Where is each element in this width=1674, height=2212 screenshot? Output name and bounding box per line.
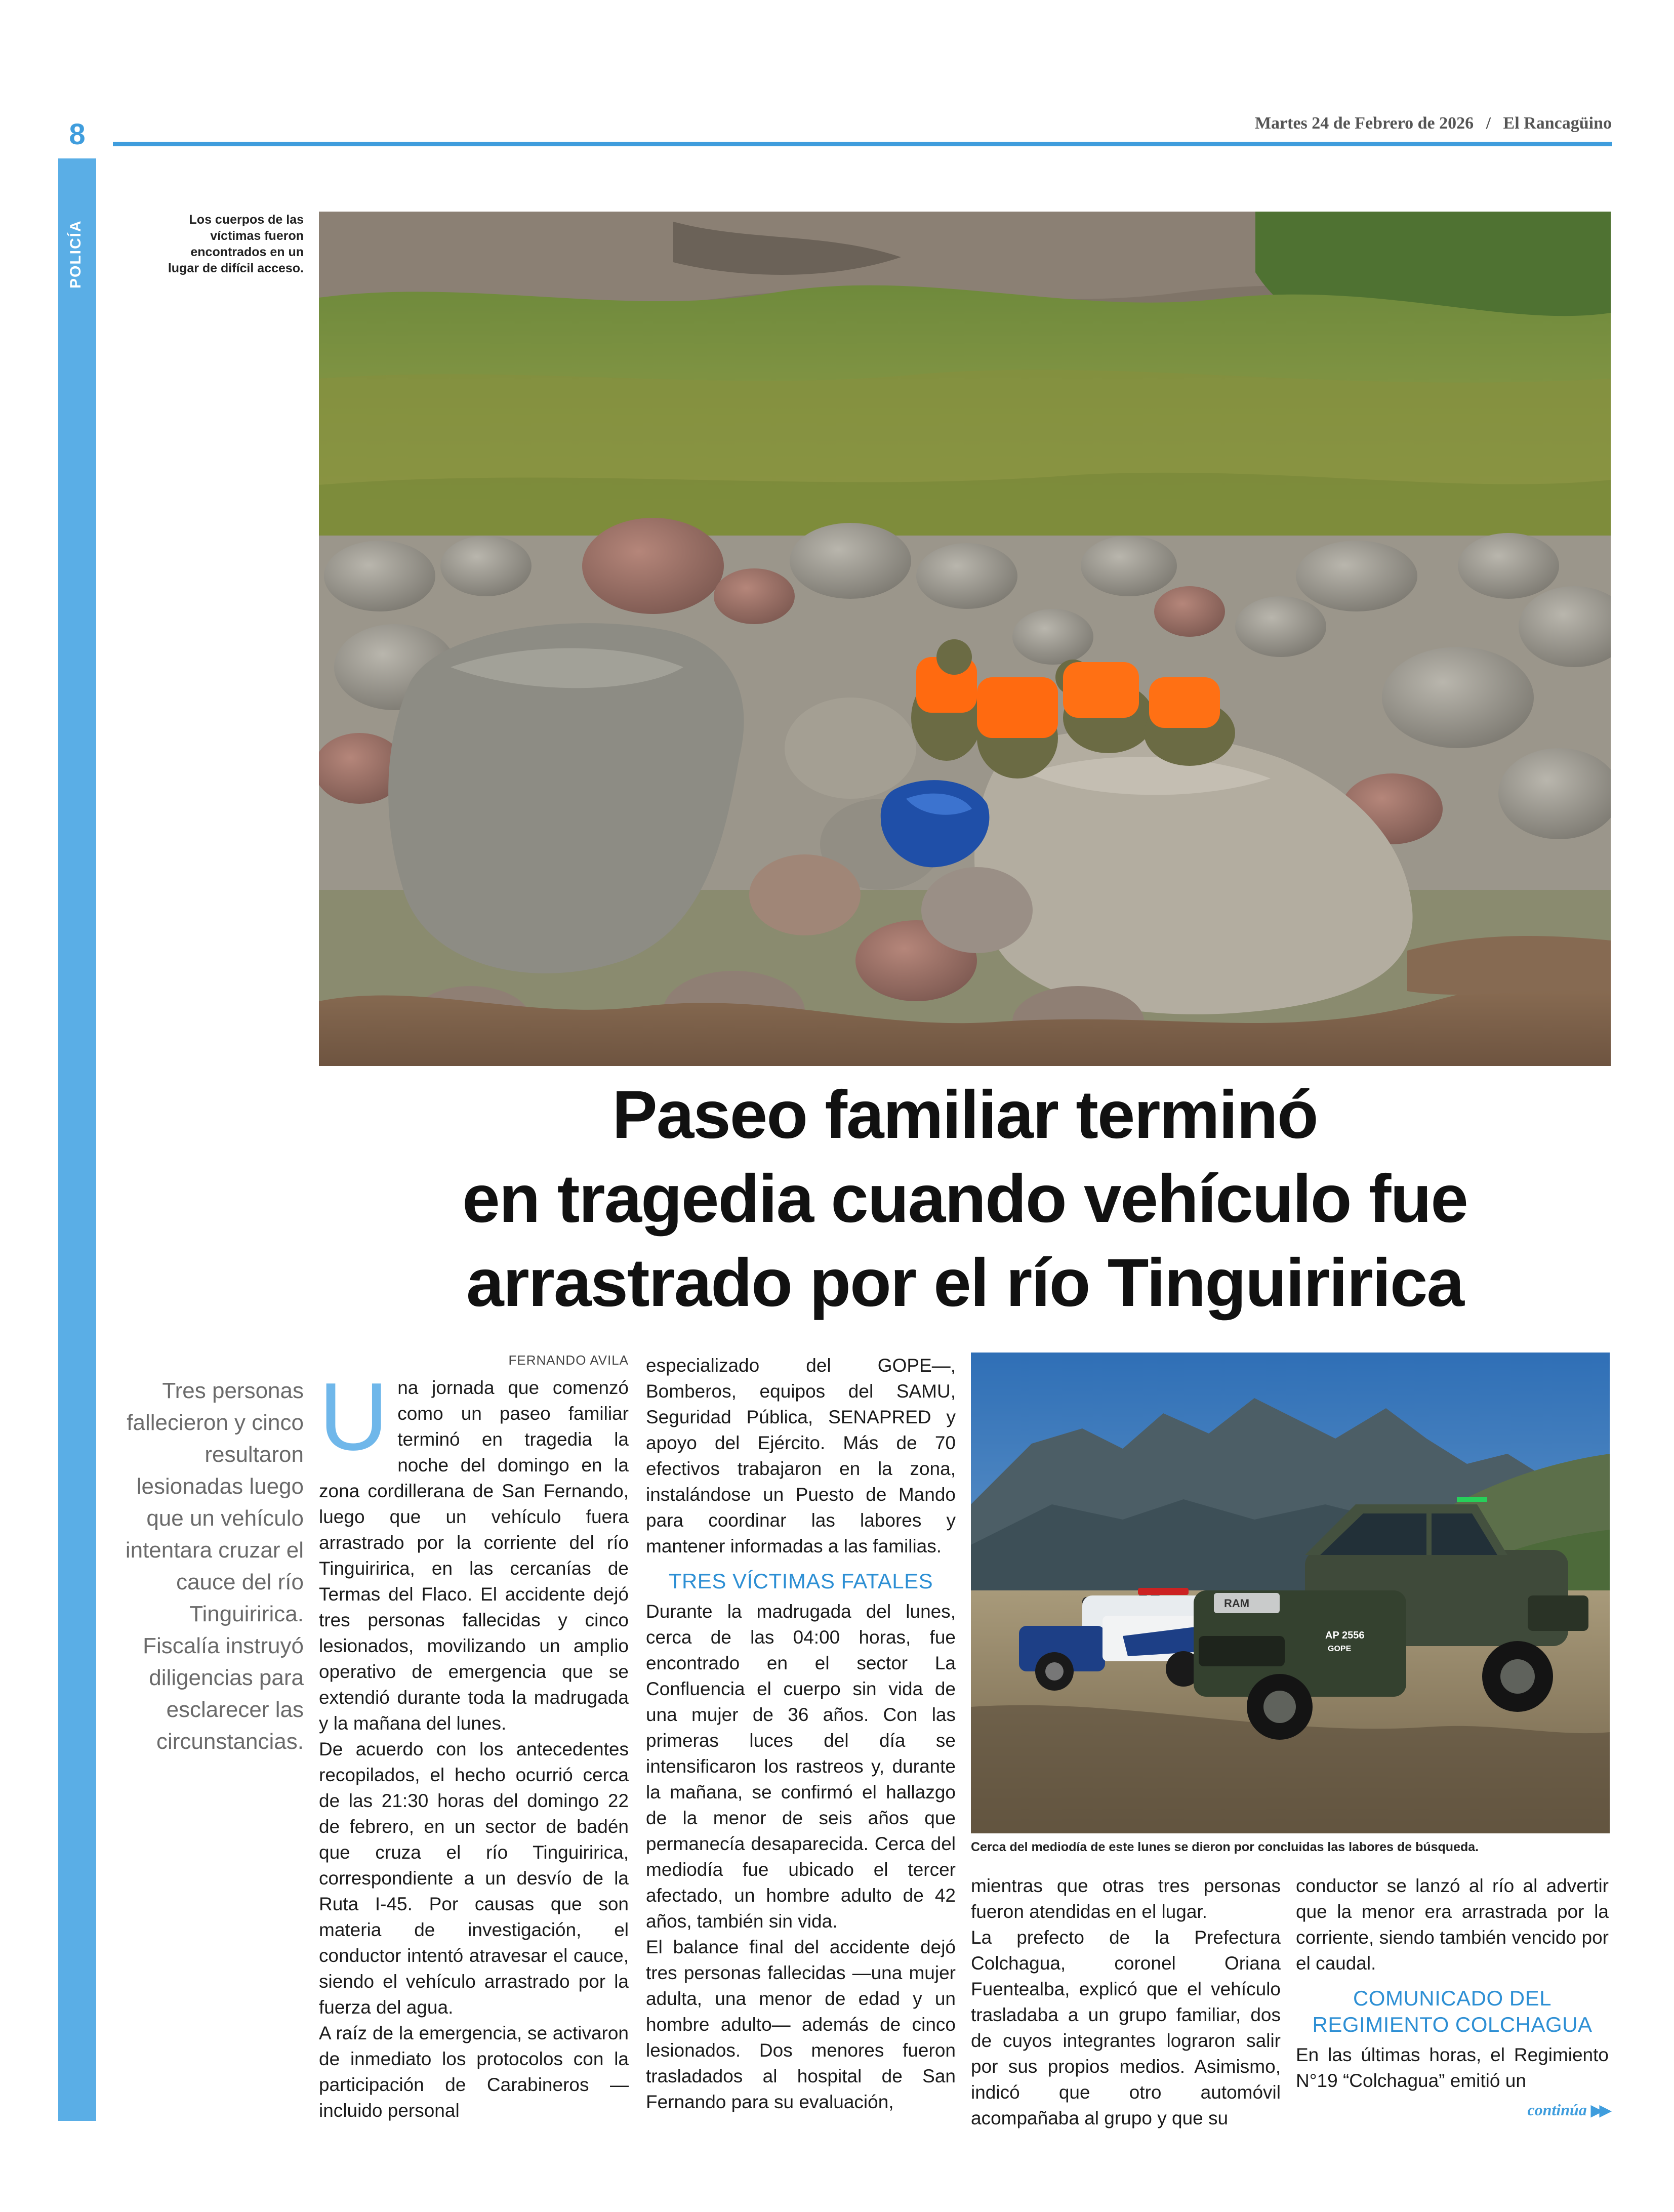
headline-line-2: en tragedia cuando vehículo fue (462, 1161, 1467, 1237)
article-column-2 (646, 1353, 956, 2115)
header-rule (113, 142, 1612, 146)
article-paragraph: Durante la madrugada del lunes, cerca de las 04:00 horas, fue encontrado en el sector La Confluencia el cuerpo sin vida de una mujer de 36 años. Con las primeras luces del día se intensificaron los rastreos y, durante la mañana, se confirmó el hallazgo de la menor de seis años que permanecía desaparecida. Cerca del mediodía fue ubicado el tercer afectado, un hombre adulto de 42 años, también sin vida. (646, 1601, 956, 1932)
headline (319, 1073, 1611, 1325)
rescue-scene-illustration (319, 212, 1611, 1066)
byline: FERNANDO AVILA (508, 1353, 629, 1368)
continues-link[interactable] (1527, 2101, 1608, 2119)
article-paragraph: En las últimas horas, el Regimiento N°19 “Colchagua” emitió un (1296, 2044, 1609, 2091)
lede: Tres personas fallecieron y cinco resultaron lesionadas luego que un vehículo intentara cruzar el cauce del río Tinguiririca. Fiscalía instruyó diligencias para esclarecer las circunstancias. (125, 1378, 304, 1754)
headline-line-3: arrastrado por el río Tinguiririca (466, 1245, 1463, 1321)
continues-text: continúa (1527, 2101, 1587, 2119)
subhead-comunicado: COMUNICADO DEL REGIMIENTO COLCHAGUA (1312, 1986, 1593, 2036)
article-paragraph: conductor se lanzó al río al advertir que la menor era arrastrada por la corriente, siendo también vencido por el caudal. (1296, 1875, 1609, 1974)
page-header (1255, 114, 1612, 133)
article-paragraph: mientras que otras tres personas fueron atendidas en el lugar. (971, 1875, 1281, 1922)
plate-label: AP 2556 (1325, 1630, 1365, 1641)
dropcap: U (319, 1363, 389, 1470)
second-photo (971, 1353, 1610, 1833)
paragraph-text: na jornada que comenzó como un paseo familiar terminó en tragedia la noche del domingo en la zona cordillerana de San Fernando, luego que un vehículo fuera arrastrado por la corriente del río Tinguiririca, en las cercanías de Termas del Flaco. El accidente dejó tres personas fallecidas y cinco lesionados, movilizando un amplio operativo de emergencia que se extendió durante toda la madrugada y la mañana del lunes. (319, 1377, 629, 1734)
police-vehicles-illustration (971, 1353, 1610, 1833)
article-column-3 (971, 1873, 1281, 2131)
issue-date: Martes 24 de Febrero de 2026 (1254, 114, 1474, 133)
page-number: 8 (69, 118, 86, 151)
article-column-1 (319, 1363, 629, 2123)
section-strip (58, 116, 96, 2121)
second-photo-caption: Cerca del mediodía de este lunes se dieron por concluidas las labores de búsqueda. (971, 1840, 1479, 1854)
main-photo-caption: Los cuerpos de las víctimas fueron encontrados en un lugar de difícil acceso. (168, 213, 304, 275)
brand-label: RAM (1224, 1597, 1250, 1610)
headline-line-1: Paseo familiar terminó (612, 1077, 1318, 1153)
unit-label: GOPE (1328, 1645, 1352, 1653)
double-arrow-right-icon: ▶▶ (1590, 2102, 1608, 2119)
article-paragraph: A raíz de la emergencia, se activaron de inmediato los protocolos con la participación de Carabineros —incluido personal (319, 2023, 629, 2121)
section-label-text: POLICÍA (67, 220, 84, 289)
article-column-4 (1296, 1873, 1609, 2094)
article-paragraph: La prefecto de la Prefectura Colchagua, coronel Oriana Fuentealba, explicó que el vehículo trasladaba a un grupo familiar, dos de cuyos integrantes lograron salir por sus propios medios. Asimismo, indicó que otro automóvil acompañaba al grupo y que su (971, 1927, 1281, 2128)
article-paragraph: especializado del GOPE—, Bomberos, equipos del SAMU, Seguridad Pública, SENAPRED y apoyo del Ejército. Más de 70 efectivos trabajaron en la zona, instalándose un Puesto de Mando para coordinar las labores y mantener informadas a las familias. (646, 1355, 956, 1556)
newspaper-name: El Rancagüino (1503, 114, 1612, 133)
article-paragraph: De acuerdo con los antecedentes recopilados, el hecho ocurrió cerca de las 21:30 horas del domingo 22 de febrero, en un sector de badén que cruza el río Tinguiririca, correspondiente a un desvío de la Ruta I-45. Por causas que son materia de investigación, el conductor intentó atravesar el cauce, siendo el vehículo arrastrado por la fuerza del agua. (319, 1739, 629, 2018)
article-paragraph (319, 1363, 629, 1736)
subhead-tres-victimas: TRES VÍCTIMAS FATALES (668, 1569, 933, 1593)
section-label (67, 213, 88, 289)
article-paragraph: El balance final del accidente dejó tres personas fallecidas —una mujer adulta, una menor de edad y un hombre adulto— además de cinco lesionados. Dos menores fueron trasladados al hospital de San Fernando para su evaluación, (646, 1937, 956, 2112)
header-separator: / (1486, 114, 1491, 133)
main-photo (319, 212, 1611, 1066)
